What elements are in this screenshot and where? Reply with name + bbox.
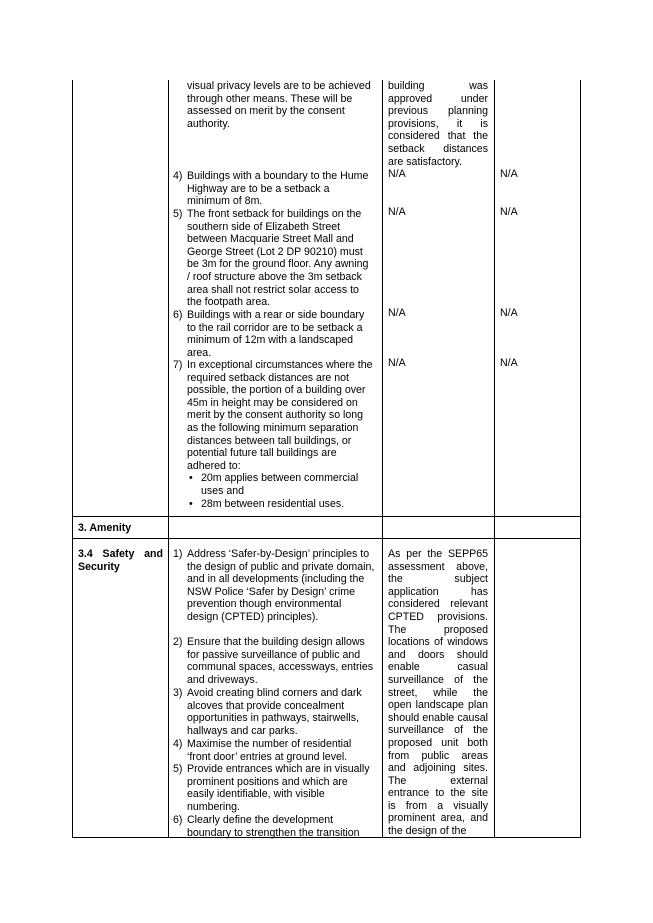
row-divider-setback bbox=[72, 516, 581, 517]
table-divider-1 bbox=[168, 80, 169, 838]
safety-item-2: 2) Ensure that the building design allows for passive surveillance of public and communal spaces, accessways, entries and driveways. bbox=[173, 636, 374, 686]
control-item-7: 7) In exceptional circumstances where the required setback distances are not possible, the portion of a building over 45m in height may be considered on merit by the consent authority so long as the following minimum separation distances between tall buildings, or potential future tall buildings are adhered to: • 20m applies between commercial uses and • 28m between residential uses. bbox=[173, 359, 373, 510]
setback-compliance-item-7: N/A bbox=[500, 357, 518, 369]
control-item-4: 4) Buildings with a boundary to the Hume Highway are to be a setback a minimum of 8m. bbox=[173, 170, 369, 208]
setback-comment-item-5: N/A bbox=[388, 206, 406, 218]
safety-item-5: 5) Provide entrances which are in visually prominent positions and which are easily identifiable, with visible numbering. bbox=[173, 763, 370, 813]
control-item-continued: visual privacy levels are to be achieved through other means. These will be assessed on merit by the consent authority. bbox=[187, 80, 371, 130]
setback-compliance-item-6: N/A bbox=[500, 307, 518, 319]
safety-item-1: 1) Address ‘Safer-by-Design’ principles to the design of public and private domain, and in all developments (including the NSW Police ‘Safer by Design’ crime prevention though environmental design (CPTED) principles). bbox=[173, 548, 375, 623]
separation-bullets bbox=[187, 472, 373, 510]
safety-item-4: 4) Maximise the number of residential ‘front door’ entries at ground level. bbox=[173, 738, 352, 763]
bullet-item: • 28m between residential uses. bbox=[189, 497, 345, 510]
safety-item-6: 6) Clearly define the development boundary to strengthen the transition bbox=[173, 814, 360, 839]
setback-compliance-item-4: N/A bbox=[500, 168, 518, 180]
setback-compliance-item-5: N/A bbox=[500, 206, 518, 218]
setback-comment-continued: building was approved under previous planning provisions, it is considered that the setback distances are satisfactory. bbox=[388, 80, 488, 168]
table-border-left bbox=[72, 80, 73, 838]
table-border-right bbox=[580, 80, 581, 838]
table-divider-2 bbox=[382, 80, 383, 838]
setback-comment-item-7: N/A bbox=[388, 357, 406, 369]
setback-comment-item-6: N/A bbox=[388, 307, 406, 319]
section-heading-amenity: 3. Amenity bbox=[78, 522, 132, 534]
safety-controls-cell bbox=[173, 548, 375, 839]
safety-comment: As per the SEPP65 assessment above, the subject application has considered relevant CPTED provisions. The proposed locations of windows and doors should enable casual surveillance of the street, while the open landscape plan should enable causal surveillance of the proposed unit both from public areas and adjoining sites. The external entrance to the site is from a visually prominent area, and the design of the bbox=[388, 548, 488, 838]
setback-controls-cell bbox=[173, 80, 373, 510]
control-item-5: 5) The front setback for buildings on the southern side of Elizabeth Street between Macquarie Street Mall and George Street (Lot 2 DP 90210) must be 3m for the ground floor. Any awning / roof structure above the 3m setback area shall not restrict solar access to the footpath area. bbox=[173, 208, 369, 309]
bullet-item: • 20m applies between commercial uses and bbox=[189, 472, 359, 497]
safety-item-3: 3) Avoid creating blind corners and dark alcoves that provide concealment opportunities in pathways, stairwells, hallways and car parks. bbox=[173, 687, 362, 737]
table-divider-3 bbox=[494, 80, 495, 838]
row-divider-amenity bbox=[72, 538, 581, 539]
setback-comment-item-4: N/A bbox=[388, 168, 406, 180]
control-item-6: 6) Buildings with a rear or side boundary to the rail corridor are to be setback a minimum of 12m with a landscaped area. bbox=[173, 309, 365, 359]
subsection-heading-safety: 3.4 Safety and Security bbox=[78, 548, 163, 573]
